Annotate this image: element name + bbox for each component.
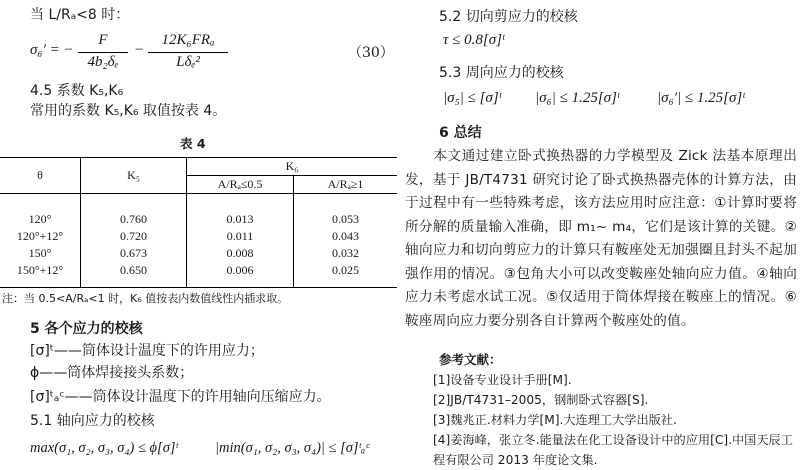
table-4 [0,157,397,288]
table-cell: 0.053 [332,212,359,226]
references-list [433,370,795,470]
section-5-2-title: 5.2 切向剪应力的校核 [439,9,578,25]
table-cell: 0.720 [81,228,187,245]
references-title: 参考文献： [439,352,502,367]
table-row [0,262,397,288]
table-cell: 150°+12° [0,262,81,288]
table-cell: 0.011 [187,228,294,245]
table-cell: 120°+12° [0,228,81,245]
table-cell: 0.008 [187,245,294,262]
eq30-lhs: σ₆′ = − [30,42,74,58]
eq30-frac2-bar [148,52,228,53]
table-cell: 0.025 [294,262,398,288]
section-6-title: 6 总结 [439,125,482,141]
table-row [0,245,397,262]
table-cell: 0.013 [187,211,294,228]
table-cell: 150° [0,245,81,262]
table-cell: 0.760 [81,211,187,228]
table-col-k6: K₆ [187,158,398,176]
equation-30 [30,30,400,80]
table-col-k6-b: A/Rₐ≥1 [294,176,398,194]
table-col-theta: θ [0,158,81,194]
table-cell: 0.032 [332,246,359,260]
reference-item: [1]设备专业设计手册[M]. [433,373,572,387]
eq30-frac1-num: F [98,32,108,48]
table-cell: 0.650 [81,262,187,288]
table-cell: 0.006 [187,262,294,288]
table-cell: 0.673 [81,245,187,262]
equation-sigma6-prime: |σ₆′| ≤ 1.25[σ]ᵗ [657,90,745,106]
eq30-frac2-den: Lδₑ² [176,54,200,70]
reference-item: [3]魏兆正.材料力学[M].大连理工大学出版社. [433,413,677,427]
reference-item: [4]姜海峰，张立冬.能量法在化工设备设计中的应用[C].中国天辰工程有限公司 2013 年度论文集. [433,433,793,467]
equation-axial-min: |min(σ₁, σ₂, σ₃, σ₄)| ≤ [σ]ᵗₐᶜ [215,440,370,456]
section-5-3-title: 5.3 周向应力的校核 [439,65,564,81]
table-4-caption: 表 4 [180,136,206,151]
equation-shear: τ ≤ 0.8[σ]ᵗ [443,32,505,48]
section-4-5-body: 常用的系数 K₅,K₆ 取值按表 4。 [30,103,227,119]
reference-item: [2]JB/T4731–2005，钢制卧式容器[S]. [433,393,649,407]
equation-axial-max: max(σ₁, σ₂, σ₃, σ₄) ≤ ϕ[σ]ᵗ [30,440,178,456]
condition-line: 当 L/Rₐ<8 时： [30,7,130,23]
summary-paragraph [405,145,797,333]
eq30-frac1-bar [78,52,128,53]
eq30-frac1-den: 4b₂δₑ [87,54,119,70]
eq30-frac2-num: 12K₆FRₐ [161,32,215,48]
definition-phi: ϕ——筒体焊接接头系数； [30,365,194,381]
summary-text: 本文通过建立卧式换热器的力学模型及 Zick 法基本原理出发，基于 JB/T4731 研究讨论了卧式换热器壳体的计算方法，由于过程中有一些特殊考虑，该方法应用时应注意：①计算时要将所分解的质量输入准确，即 m₁~ m₄，它们是该计算的关键。②轴向应力和切向剪应力的计算只有鞍座处无加强圈且封头不起加强作用的情况。③包角大小可以改变鞍座处轴向应力值。④轴向应力未考虑水试工况。⑤仅适用于筒体焊接在鞍座上的情况。⑥鞍座周向应力要分别各自计算两个鞍座处的值。 [405,148,797,329]
table-row [0,211,397,228]
table-col-k6-a: A/Rₐ≤0.5 [187,176,294,194]
eq30-minus: − [134,42,145,58]
section-5-title: 5 各个应力的校核 [30,321,143,337]
definition-sigma-ac: [σ]ᵗₐᶜ——筒体设计温度下的许用轴向压缩应力。 [30,389,331,405]
definition-sigma-t: [σ]ᵗ——筒体设计温度下的许用应力； [30,343,264,359]
section-4-5-title: 4.5 系数 K₅,K₆ [30,83,124,99]
section-5-1-title: 5.1 轴向应力的校核 [30,413,155,429]
table-row [0,228,397,245]
table-col-k5: K₅ [81,158,187,194]
table-cell: 120° [0,211,81,228]
eq30-number: （30） [348,45,394,61]
table-note: 注：当 0.5<A/Rₐ<1 时，K₆ 值按表内数值线性内插求取。 [2,292,289,305]
equation-sigma5: |σ₅| ≤ [σ]ᵗ [443,90,502,106]
equation-sigma6: |σ₆| ≤ 1.25[σ]ᵗ [535,90,620,106]
table-cell: 0.043 [332,229,359,243]
